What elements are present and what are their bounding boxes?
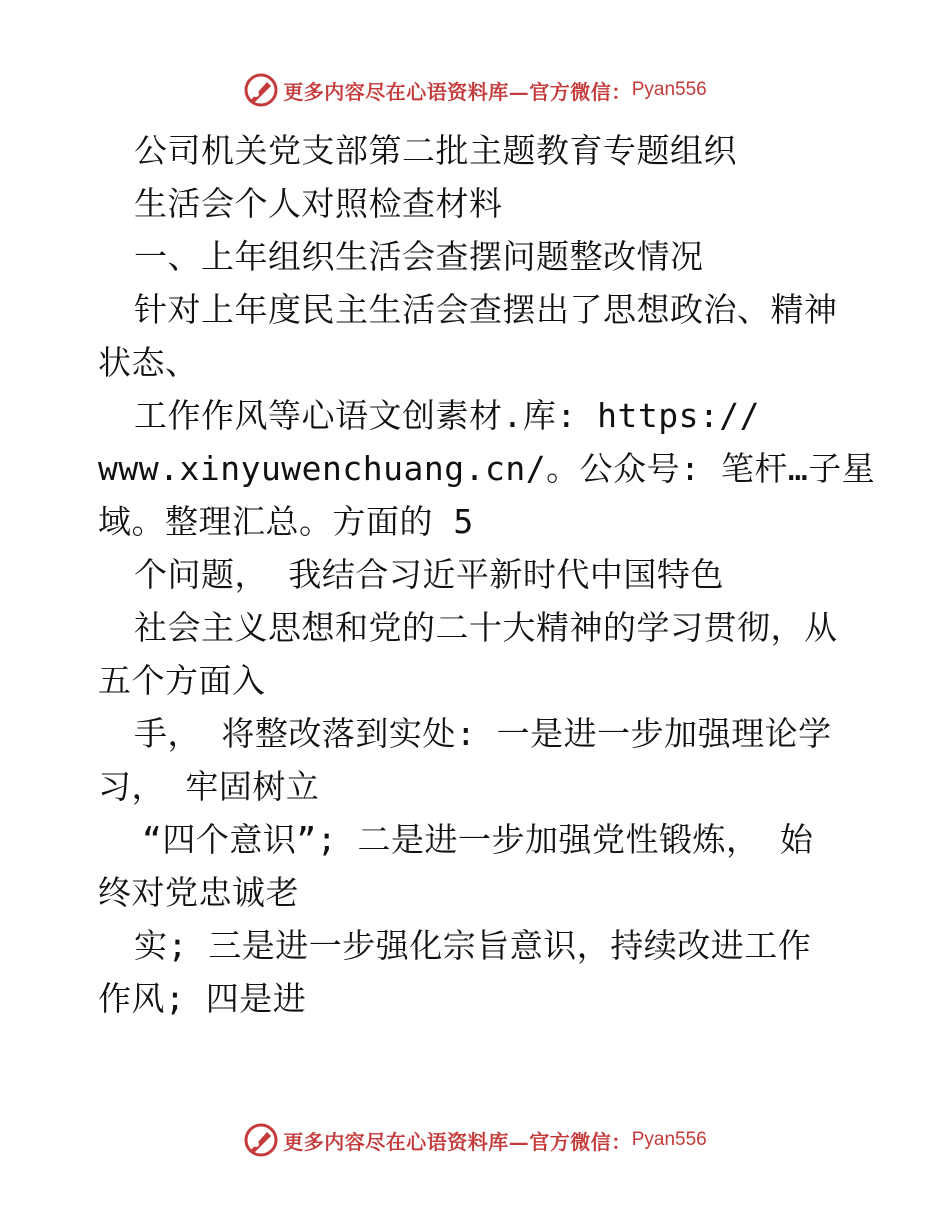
paragraph-line: 实; 三是进一步强化宗旨意识，持续改进工作 bbox=[134, 926, 812, 965]
paragraph-line: 状态、 bbox=[98, 343, 199, 382]
header-banner bbox=[0, 68, 950, 112]
paragraph-line: 工作作风等心语文创素材.库: https:// bbox=[134, 396, 761, 435]
paragraph-line: 五个方面入 bbox=[98, 661, 266, 700]
paragraph-line: 终对党忠诚老 bbox=[98, 873, 299, 912]
paragraph-line: 社会主义思想和党的二十大精神的学习贯彻，从 bbox=[134, 608, 838, 647]
banner-text: 更多内容尽在心语资料库—官方微信： bbox=[283, 1129, 632, 1154]
document-body bbox=[98, 124, 876, 1025]
paragraph-line: www.xinyuwenchuang.cn/。公众号: 笔杆…子星 bbox=[98, 449, 876, 488]
paragraph-line: 针对上年度民主生活会查摆出了思想政治、精神 bbox=[134, 290, 838, 329]
banner-wechat-id: Pyan556 bbox=[631, 79, 707, 100]
section-heading: 一、上年组织生活会查摆问题整改情况 bbox=[134, 237, 704, 276]
paragraph-line: 域。整理汇总。方面的 5 bbox=[98, 502, 474, 541]
pen-logo-icon bbox=[243, 72, 279, 108]
paragraph-line: “四个意识”; 二是进一步加强党性锻炼， 始 bbox=[142, 820, 814, 859]
banner-wechat-id: Pyan556 bbox=[631, 1129, 707, 1150]
footer-banner bbox=[0, 1118, 950, 1162]
doc-title-line-1: 公司机关党支部第二批主题教育专题组织 bbox=[134, 131, 737, 170]
banner-text: 更多内容尽在心语资料库—官方微信： bbox=[283, 79, 632, 104]
paragraph-line: 作风; 四是进 bbox=[98, 979, 307, 1018]
pen-logo-icon bbox=[243, 1122, 279, 1158]
paragraph-line: 习， 牢固树立 bbox=[98, 767, 320, 806]
paragraph-line: 个问题， 我结合习近平新时代中国特色 bbox=[134, 555, 724, 594]
doc-title-line-2: 生活会个人对照检查材料 bbox=[134, 184, 503, 223]
paragraph-line: 手， 将整改落到实处: 一是进一步加强理论学 bbox=[134, 714, 832, 753]
